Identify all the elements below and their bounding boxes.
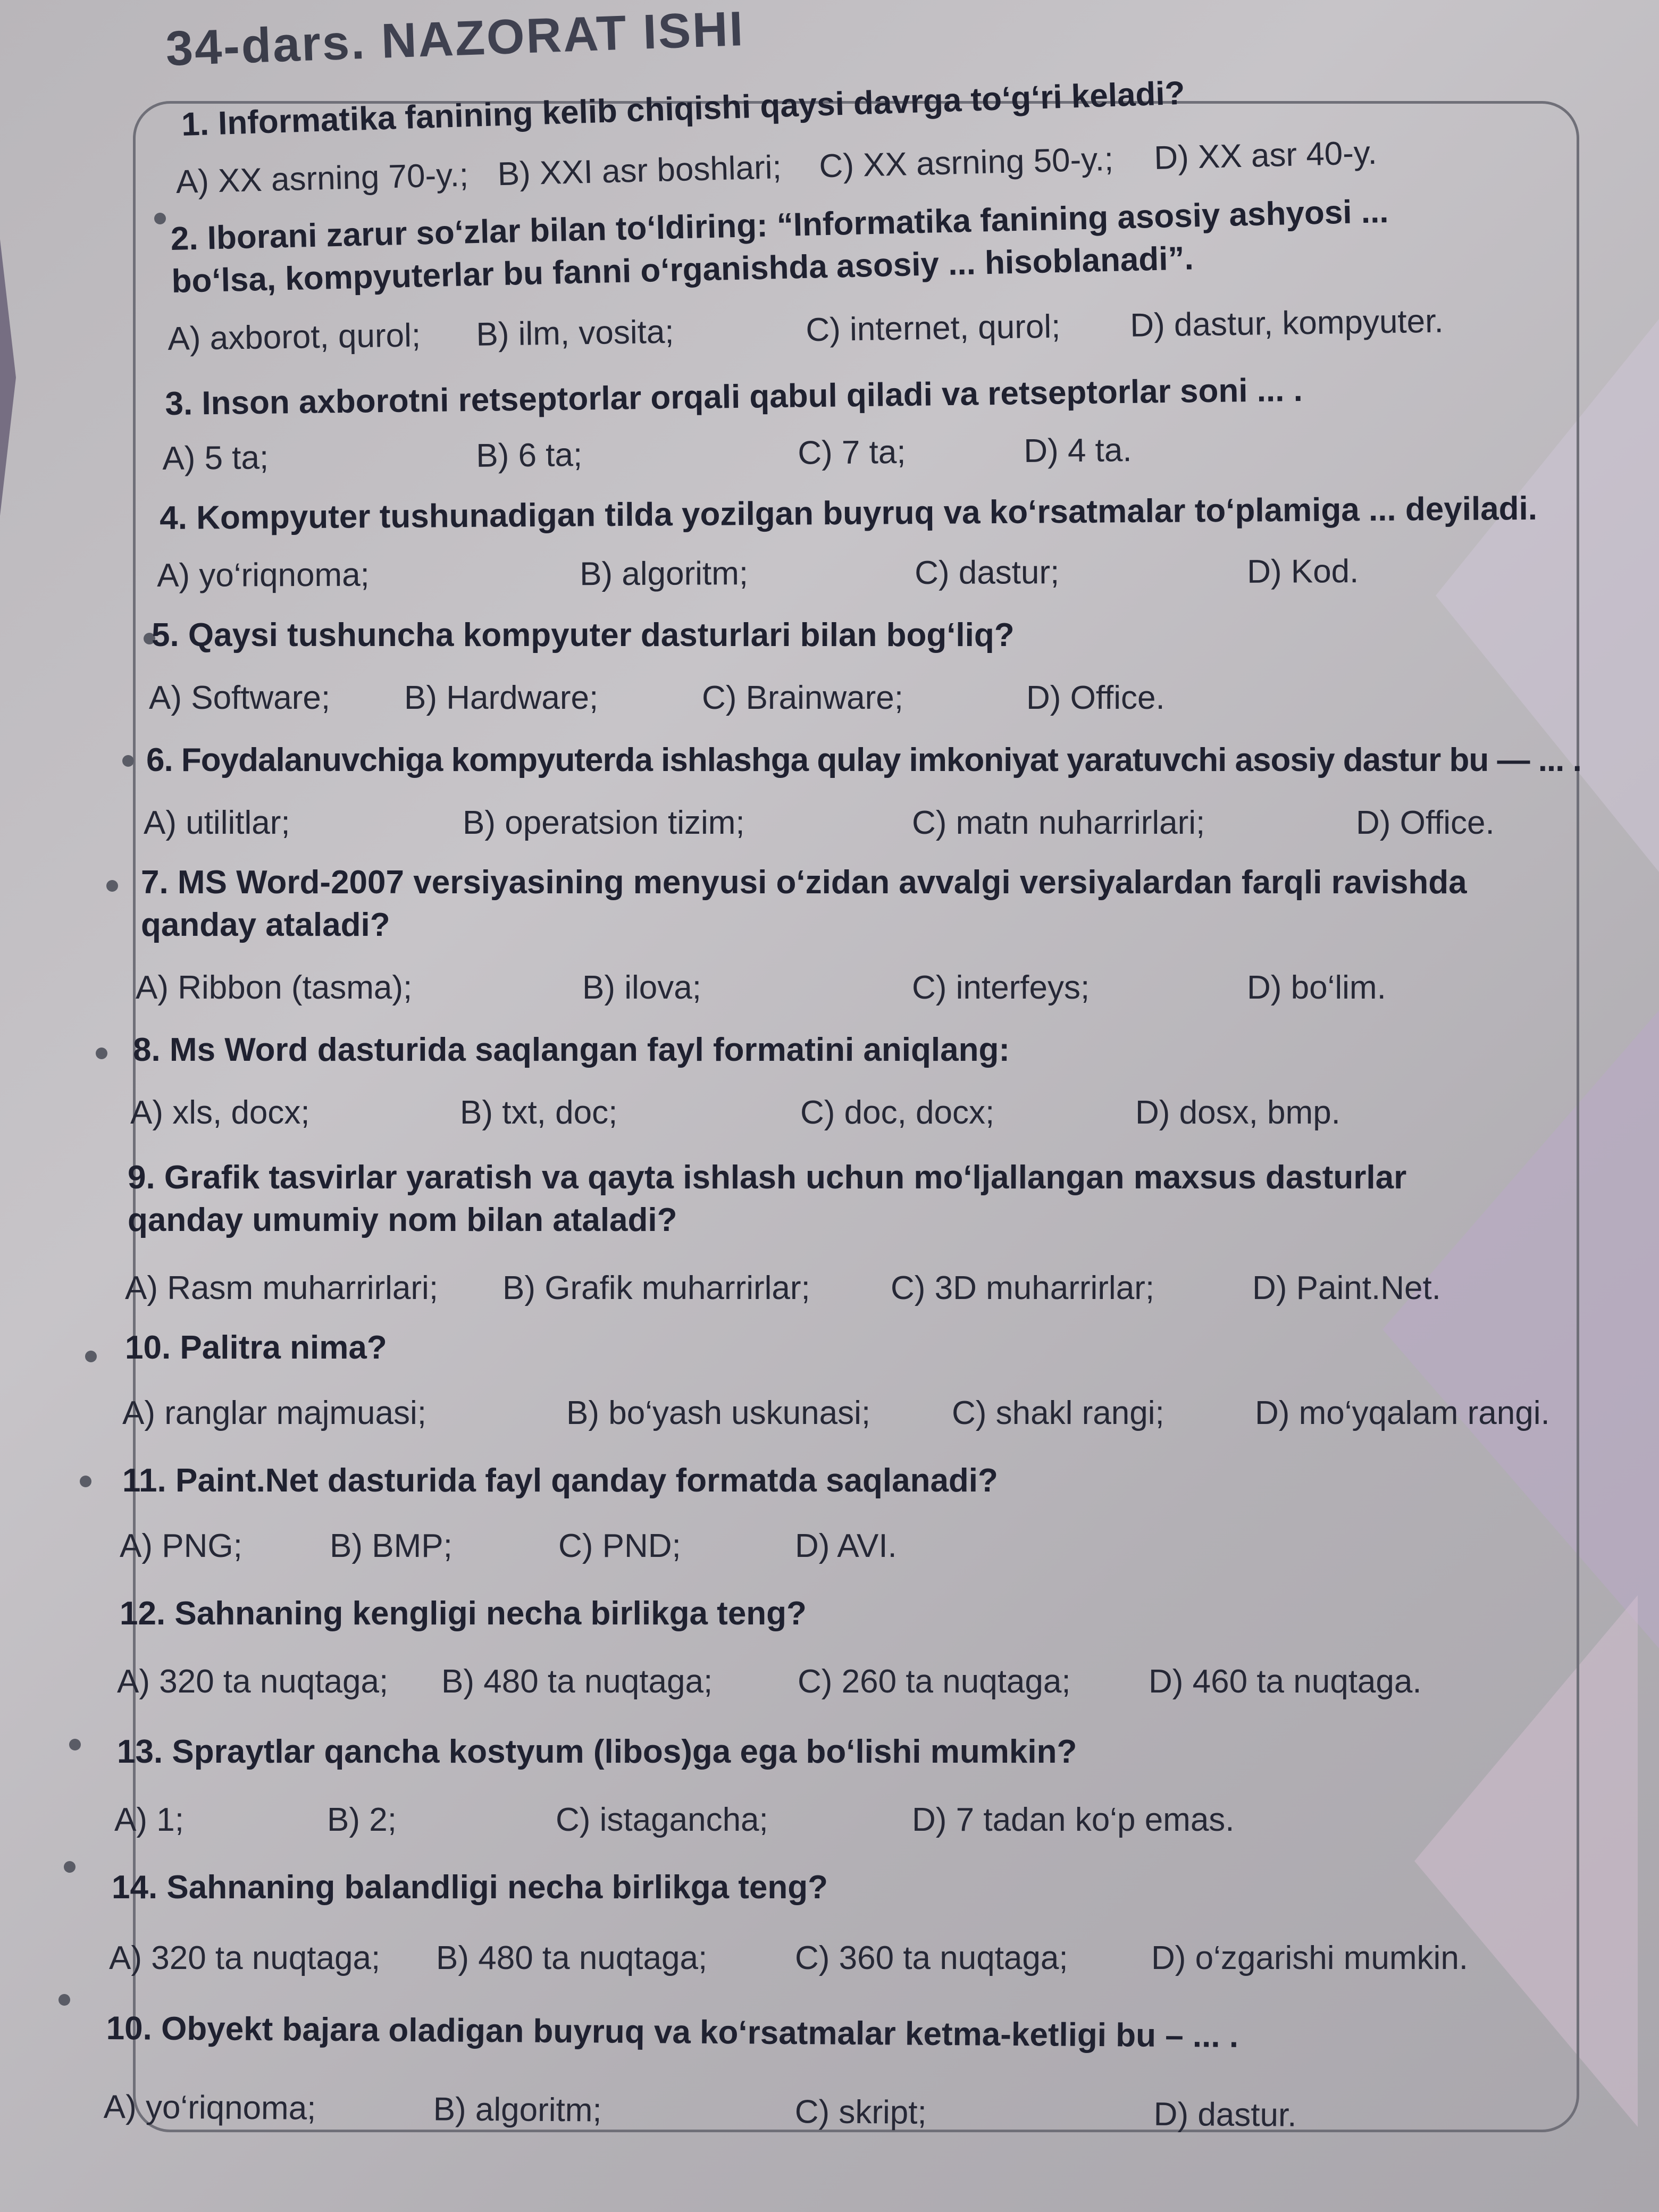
question-5: 5. Qaysi tushuncha kompyuter dasturlari bilan bog‘liq? xyxy=(152,617,1015,653)
answer-c[interactable]: C) istagancha; xyxy=(556,1802,768,1838)
bullet-dot xyxy=(106,880,118,892)
answer-b[interactable]: B) 480 ta nuqtaga; xyxy=(441,1663,713,1700)
answer-d[interactable]: D) Kod. xyxy=(1246,553,1359,590)
answer-b[interactable]: B) BMP; xyxy=(330,1528,453,1564)
answer-a[interactable]: A) Software; xyxy=(149,680,331,716)
answer-b[interactable]: B) operatsion tizim; xyxy=(463,805,745,841)
answer-b[interactable]: B) algoritm; xyxy=(580,555,749,593)
answer-c[interactable]: C) XX asrning 50-y.; xyxy=(818,140,1114,185)
answer-b[interactable]: B) ilm, vosita; xyxy=(475,313,674,353)
question-1: 1. Informatika fanining kelib chiqishi qaysi davrga to‘g‘ri keladi? xyxy=(181,74,1186,143)
answer-d[interactable]: D) bo‘lim. xyxy=(1247,969,1386,1006)
answer-d[interactable]: D) 4 ta. xyxy=(1023,432,1132,470)
answer-c[interactable]: C) dastur; xyxy=(915,554,1060,592)
answer-d[interactable]: D) dastur, kompyuter. xyxy=(1129,303,1444,344)
answer-c[interactable]: C) Brainware; xyxy=(702,680,903,716)
answer-a[interactable]: A) Rasm muharrirlari; xyxy=(125,1270,439,1306)
answer-c[interactable]: C) shakl rangi; xyxy=(952,1395,1164,1431)
answer-c[interactable]: C) interfeys; xyxy=(912,969,1090,1006)
answer-a[interactable]: A) 1; xyxy=(114,1802,184,1838)
answer-b[interactable]: B) 480 ta nuqtaga; xyxy=(436,1940,708,1976)
bullet-dot xyxy=(69,1739,81,1750)
answer-b[interactable]: B) bo‘yash uskunasi; xyxy=(566,1395,871,1431)
answer-a[interactable]: A) Ribbon (tasma); xyxy=(136,969,413,1006)
question-8: 8. Ms Word dasturida saqlangan fayl formatini aniqlang: xyxy=(133,1032,1010,1068)
answer-b[interactable]: B) algoritm; xyxy=(433,2091,602,2129)
answer-c[interactable]: C) skript; xyxy=(794,2093,927,2131)
question-3: 3. Inson axborotni retseptorlar orqali qabul qiladi va retseptorlar soni ... . xyxy=(165,371,1303,422)
answers-5 xyxy=(149,678,1531,720)
answers-8 xyxy=(130,1093,1539,1135)
answer-c[interactable]: C) 260 ta nuqtaga; xyxy=(798,1663,1071,1700)
question-10: 10. Palitra nima? xyxy=(125,1329,387,1366)
answer-a[interactable]: A) xls, docx; xyxy=(130,1094,310,1131)
answer-d[interactable]: D) XX asr 40-y. xyxy=(1153,134,1378,177)
decorative-triangle xyxy=(0,239,16,516)
lesson-number: 34-dars. xyxy=(165,14,367,76)
answer-c[interactable]: C) doc, docx; xyxy=(800,1094,995,1131)
answer-b[interactable]: B) 2; xyxy=(327,1802,397,1838)
bullet-dot xyxy=(80,1476,91,1487)
answer-b[interactable]: B) Grafik muharrirlar; xyxy=(502,1270,810,1306)
question-12: 12. Sahnaning kengligi necha birlikga teng? xyxy=(120,1595,807,1632)
bullet-dot xyxy=(64,1861,76,1873)
answer-c[interactable]: C) 7 ta; xyxy=(797,433,906,472)
answer-d[interactable]: D) 460 ta nuqtaga. xyxy=(1149,1663,1422,1700)
lesson-title: NAZORAT ISHI xyxy=(380,2,745,69)
answer-b[interactable]: B) 6 ta; xyxy=(476,437,583,474)
answer-a[interactable]: A) axborot, qurol; xyxy=(167,317,421,357)
answer-d[interactable]: D) dosx, bmp. xyxy=(1135,1094,1340,1131)
answer-a[interactable]: A) utilitlar; xyxy=(144,805,290,841)
answer-a[interactable]: A) 320 ta nuqtaga; xyxy=(109,1940,381,1976)
question-4: 4. Kompyuter tushunadigan tilda yozilgan buyruq va ko‘rsatmalar to‘plamiga ... deyiladi. xyxy=(160,490,1538,537)
question-2: 2. Iborani zarur so‘zlar bilan to‘ldiring: “Informatika fanining asosiy ashyosi ... bo‘lsa, kompyuterlar bu fanni o‘rganishda asosiy ... hisoblanadi”. xyxy=(170,193,1389,300)
answers-9 xyxy=(125,1268,1550,1311)
answer-d[interactable]: D) Office. xyxy=(1356,805,1495,841)
question-7: 7. MS Word-2007 versiyasining menyusi o‘zidan avvalgi versiyalardan farqli ravishda qanday ataladi? xyxy=(141,864,1467,943)
answer-b[interactable]: B) Hardware; xyxy=(404,680,599,716)
answers-14 xyxy=(109,1938,1555,1981)
answer-d[interactable]: D) AVI. xyxy=(795,1528,897,1564)
bullet-dot xyxy=(154,213,166,224)
question-9: 9. Grafik tasvirlar yaratish va qayta ishlash uchun mo‘ljallangan maxsus dasturlar qanday umumiy nom bilan ataladi? xyxy=(128,1159,1407,1238)
answer-d[interactable]: D) o‘zgarishi mumkin. xyxy=(1151,1940,1469,1976)
answers-13 xyxy=(114,1800,1497,1842)
answer-a[interactable]: A) yo‘riqnoma; xyxy=(103,2089,316,2127)
answer-b[interactable]: B) XXI asr boshlari; xyxy=(497,149,782,193)
question-6: 6. Foydalanuvchiga kompyuterda ishlashga qulay imkoniyat yaratuvchi asosiy dastur bu — ... . xyxy=(146,742,1581,778)
answer-d[interactable]: D) mo‘yqalam rangi. xyxy=(1255,1395,1550,1431)
question-15: 10. Obyekt bajara oladigan buyruq va ko‘rsatmalar ketma-ketligi bu – ... . xyxy=(106,2010,1239,2055)
answer-a[interactable]: A) ranglar majmuasi; xyxy=(122,1395,426,1431)
answer-c[interactable]: C) 360 ta nuqtaga; xyxy=(795,1940,1068,1976)
answer-a[interactable]: A) PNG; xyxy=(120,1528,242,1564)
answer-a[interactable]: A) 5 ta; xyxy=(162,439,269,477)
answer-c[interactable]: C) internet, qurol; xyxy=(805,308,1061,349)
answer-d[interactable]: D) Office. xyxy=(1026,680,1165,716)
answer-a[interactable]: A) XX asrning 70-y.; xyxy=(175,156,469,200)
answer-b[interactable]: B) txt, doc; xyxy=(460,1094,618,1131)
answer-a[interactable]: A) yo‘riqnoma; xyxy=(157,556,370,594)
answers-11 xyxy=(120,1526,1502,1569)
page-title xyxy=(165,1,745,77)
answers-6 xyxy=(144,803,1553,845)
question-14: 14. Sahnaning balandligi necha birlikga teng? xyxy=(112,1869,828,1906)
question-11: 11. Paint.Net dasturida fayl qanday formatda saqlanadi? xyxy=(122,1462,998,1499)
answer-d[interactable]: D) dastur. xyxy=(1153,2096,1297,2134)
bullet-dot xyxy=(96,1048,107,1059)
answer-b[interactable]: B) ilova; xyxy=(582,969,701,1006)
bullet-dot xyxy=(122,755,134,767)
answer-d[interactable]: D) 7 tadan ko‘p emas. xyxy=(912,1802,1235,1838)
question-13: 13. Spraytlar qancha kostyum (libos)ga ega bo‘lishi mumkin? xyxy=(117,1733,1077,1770)
answer-a[interactable]: A) 320 ta nuqtaga; xyxy=(117,1663,389,1700)
answers-10 xyxy=(122,1393,1569,1436)
answers-4 xyxy=(157,551,1539,598)
answer-c[interactable]: C) PND; xyxy=(558,1528,681,1564)
answer-d[interactable]: D) Paint.Net. xyxy=(1252,1270,1441,1306)
answers-7 xyxy=(136,968,1545,1010)
bullet-dot xyxy=(85,1351,97,1362)
answer-c[interactable]: C) 3D muharrirlar; xyxy=(891,1270,1155,1306)
bullet-dot xyxy=(58,1994,70,2006)
answers-12 xyxy=(117,1662,1553,1704)
answer-c[interactable]: C) matn nuharrirlari; xyxy=(912,805,1205,841)
